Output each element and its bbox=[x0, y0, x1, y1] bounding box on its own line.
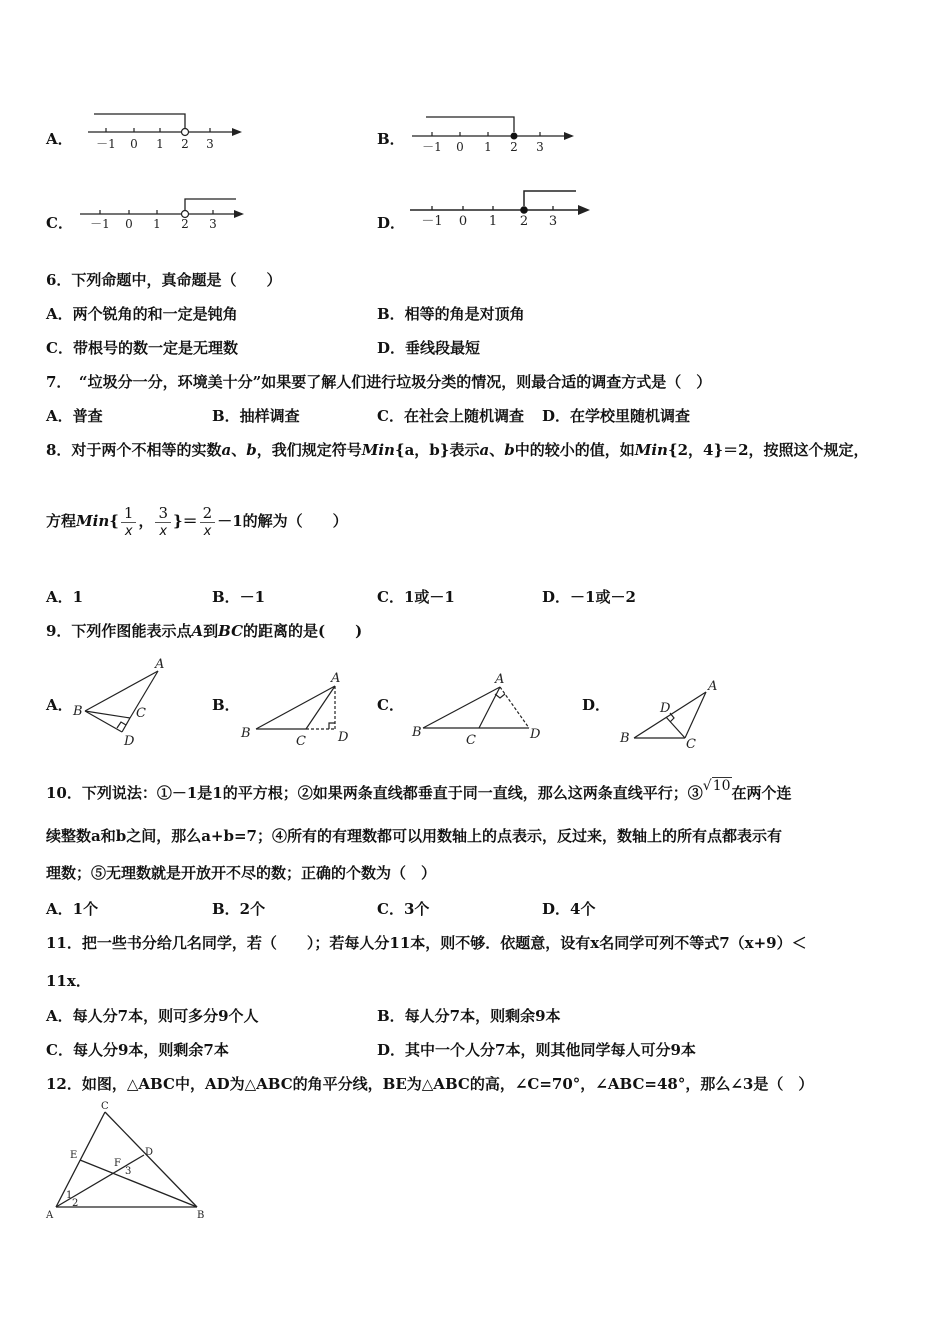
q6-option-d[interactable]: D．垂线段最短 bbox=[377, 339, 481, 357]
q8-option-c[interactable]: C．1或－1 bbox=[377, 588, 455, 606]
q5a-tick-label: 1 bbox=[156, 137, 164, 151]
fraction-numerator: 2 bbox=[200, 504, 216, 523]
q8-equation bbox=[46, 503, 348, 541]
fig-point-label: B bbox=[412, 725, 422, 740]
fraction-denominator: x bbox=[124, 523, 133, 539]
q8-stem-text: ，我们规定符号 bbox=[256, 441, 362, 459]
q5d-tick-label: 0 bbox=[458, 214, 468, 229]
q8-comma: ， bbox=[138, 512, 154, 530]
q8-example: {2，4}＝2，按照这个规定， bbox=[667, 441, 869, 459]
angle-label: 1 bbox=[66, 1190, 73, 1201]
q9-point-a: A bbox=[191, 622, 204, 640]
fraction-1-over-x bbox=[121, 504, 137, 541]
q5-number-line-d bbox=[406, 186, 601, 232]
q8-option-b[interactable]: B．－1 bbox=[212, 588, 266, 606]
q7-option-d[interactable]: D．在学校里随机调查 bbox=[542, 407, 691, 425]
fig-point-label: A bbox=[155, 657, 165, 672]
q9-figure-c bbox=[406, 667, 551, 749]
fig-point-label: B bbox=[73, 704, 83, 719]
q8-sep: 、 bbox=[489, 441, 505, 459]
q5a-tick-label: －1 bbox=[96, 137, 116, 151]
q7-option-c[interactable]: C．在社会上随机调查 bbox=[377, 407, 524, 425]
q5-option-a-label[interactable]: A． bbox=[46, 130, 73, 148]
q5b-tick-label: －1 bbox=[422, 140, 442, 154]
fig-point-label: E bbox=[70, 1150, 78, 1161]
q8-var-b: b bbox=[504, 441, 515, 459]
fig-point-label: F bbox=[114, 1158, 121, 1169]
q8-sep: 、 bbox=[231, 441, 247, 459]
angle-label: 2 bbox=[72, 1198, 79, 1209]
q8-min-symbol: Min bbox=[76, 512, 110, 530]
q10-line-1 bbox=[46, 776, 792, 803]
q7-option-a[interactable]: A．普查 bbox=[46, 407, 103, 425]
q8-stem bbox=[46, 440, 869, 460]
fig-point-label: D bbox=[338, 730, 349, 745]
fig-point-label: D bbox=[145, 1147, 154, 1158]
fig-point-label: B bbox=[241, 726, 251, 741]
q8-var-a: a bbox=[479, 441, 490, 459]
fraction-numerator: 3 bbox=[155, 504, 171, 523]
q8-eq-prefix: 方程 bbox=[46, 512, 77, 530]
q5c-tick-label: 2 bbox=[181, 217, 189, 231]
q5d-tick-label: －1 bbox=[421, 214, 443, 229]
fig-point-label: B bbox=[620, 731, 630, 746]
q5b-tick-label: 1 bbox=[484, 140, 492, 154]
fig-point-label: A bbox=[495, 672, 505, 687]
q8-rbrace-eq: }＝ bbox=[173, 512, 198, 530]
q11-line-1: 11．把一些书分给几名同学，若（ ）；若每人分11本，则不够．依题意，设有x名同学可列不等式7（x+9）＜ bbox=[46, 934, 807, 952]
q8-min-symbol: Min bbox=[361, 441, 395, 459]
fig-point-label: B bbox=[197, 1210, 205, 1221]
q8-stem-text: 表示 bbox=[449, 441, 480, 459]
fig-point-label: A bbox=[46, 1210, 54, 1221]
q10-option-a[interactable]: A．1个 bbox=[46, 900, 99, 918]
q5c-tick-label: 3 bbox=[209, 217, 217, 231]
q5d-tick-label: 1 bbox=[488, 214, 498, 229]
fraction-2-over-x bbox=[200, 504, 216, 541]
fraction-numerator: 1 bbox=[121, 504, 137, 523]
q8-min-symbol: Min bbox=[634, 441, 668, 459]
q11-option-c[interactable]: C．每人分9本，则剩余7本 bbox=[46, 1041, 229, 1059]
q5-number-line-b bbox=[408, 110, 583, 156]
q5b-tick-label: 3 bbox=[536, 140, 544, 154]
q8-stem-text: 8．对于两个不相等的实数 bbox=[46, 441, 222, 459]
q7-option-b[interactable]: B．抽样调查 bbox=[212, 407, 300, 425]
q11-option-a[interactable]: A．每人分7本，则可多分9个人 bbox=[46, 1007, 259, 1025]
q11-option-b[interactable]: B．每人分7本，则剩余9本 bbox=[377, 1007, 561, 1025]
q5a-tick-label: 3 bbox=[206, 137, 214, 151]
q5c-tick-label: 0 bbox=[125, 217, 133, 231]
q5-option-c-label[interactable]: C． bbox=[46, 214, 73, 232]
q9-option-c-label[interactable]: C． bbox=[377, 696, 404, 714]
q10-option-c[interactable]: C．3个 bbox=[377, 900, 430, 918]
q12-stem: 12．如图，△ABC中，AD为△ABC的角平分线，BE为△ABC的高，∠C=70°，∠ABC=48°，那么∠3是（ ） bbox=[46, 1075, 814, 1093]
q5-number-line-c bbox=[76, 194, 256, 234]
q10-text: 10．下列说法：①－1是1的平方根；②如果两条直线都垂直于同一直线，那么这两条直线平行；③ bbox=[46, 784, 703, 802]
q9-option-d-label[interactable]: D． bbox=[582, 696, 611, 714]
q8-option-d[interactable]: D．－1或－2 bbox=[542, 588, 636, 606]
q7-stem: 7． “垃圾分一分，环境美十分”如果要了解人们进行垃圾分类的情况，则最合适的调查方式是（ ） bbox=[46, 373, 712, 391]
fig-point-label: A bbox=[331, 671, 341, 686]
q5-option-d-label[interactable]: D． bbox=[377, 214, 406, 232]
q8-option-a[interactable]: A．1 bbox=[46, 588, 84, 606]
q5c-tick-label: 1 bbox=[153, 217, 161, 231]
fig-point-label: A bbox=[708, 679, 718, 694]
q8-brace-ab: {a，b} bbox=[394, 441, 450, 459]
q9-option-b-label[interactable]: B． bbox=[212, 696, 240, 714]
q5-option-b-label[interactable]: B． bbox=[377, 130, 405, 148]
q5a-tick-label: 2 bbox=[181, 137, 189, 151]
q6-option-a[interactable]: A．两个锐角的和一定是钝角 bbox=[46, 305, 238, 323]
fig-point-label: D bbox=[124, 734, 135, 749]
fig-point-label: C bbox=[466, 733, 476, 748]
q6-option-b[interactable]: B．相等的角是对顶角 bbox=[377, 305, 525, 323]
q6-option-c[interactable]: C．带根号的数一定是无理数 bbox=[46, 339, 238, 357]
fig-point-label: C bbox=[296, 734, 306, 749]
q5d-tick-label: 2 bbox=[519, 214, 529, 229]
angle-label: 3 bbox=[125, 1166, 132, 1177]
q10-option-b[interactable]: B．2个 bbox=[212, 900, 266, 918]
q9-figure-b bbox=[236, 667, 361, 749]
q9-figure-a bbox=[70, 655, 175, 750]
q5c-tick-label: －1 bbox=[90, 217, 110, 231]
q9-stem bbox=[46, 621, 362, 641]
q10-option-d[interactable]: D．4个 bbox=[542, 900, 596, 918]
q8-lbrace: { bbox=[109, 512, 119, 530]
q5-number-line-a bbox=[82, 108, 252, 154]
q9-option-a-label[interactable]: A． bbox=[46, 696, 73, 714]
q9-figure-d bbox=[610, 672, 730, 752]
q8-eq-suffix: －1的解为（ ） bbox=[217, 512, 348, 530]
fig-point-label: C bbox=[136, 706, 146, 721]
q10-line-3: 理数；⑤无理数就是开放开不尽的数；正确的个数为（ ） bbox=[46, 864, 437, 882]
q8-stem-text: 中的较小的值，如 bbox=[514, 441, 635, 459]
q6-stem: 6．下列命题中，真命题是（ ） bbox=[46, 271, 282, 289]
fraction-denominator: x bbox=[203, 523, 212, 539]
fraction-3-over-x bbox=[155, 504, 171, 541]
q10-text: 在两个连 bbox=[731, 784, 792, 802]
fig-point-label: D bbox=[660, 701, 671, 716]
fig-point-label: C bbox=[101, 1101, 109, 1112]
fraction-denominator: x bbox=[159, 523, 168, 539]
q11-option-d[interactable]: D．其中一个人分7本，则其他同学每人可分9本 bbox=[377, 1041, 696, 1059]
sqrt-10: √10 bbox=[702, 778, 731, 794]
q9-stem-text: 的距离的是( ) bbox=[243, 622, 363, 640]
q5b-tick-label: 2 bbox=[510, 140, 518, 154]
q8-var-b: b bbox=[246, 441, 257, 459]
q9-stem-text: 9．下列作图能表示点 bbox=[46, 622, 192, 640]
q11-line-2: 11x． bbox=[46, 972, 91, 990]
sqrt-radicand: 10 bbox=[712, 778, 731, 794]
q5b-tick-label: 0 bbox=[456, 140, 464, 154]
q12-triangle-figure bbox=[40, 1100, 220, 1225]
q5a-tick-label: 0 bbox=[130, 137, 138, 151]
q9-stem-text: 到 bbox=[203, 622, 219, 640]
q8-var-a: a bbox=[221, 441, 232, 459]
q5d-tick-label: 3 bbox=[548, 214, 558, 229]
q9-segment-bc: BC bbox=[218, 622, 244, 640]
fig-point-label: D bbox=[530, 727, 541, 742]
q10-line-2: 续整数a和b之间，那么a+b=7；④所有的有理数都可以用数轴上的点表示，反过来，数轴上的所有点都表示有 bbox=[46, 827, 782, 845]
fig-point-label: C bbox=[686, 737, 696, 752]
